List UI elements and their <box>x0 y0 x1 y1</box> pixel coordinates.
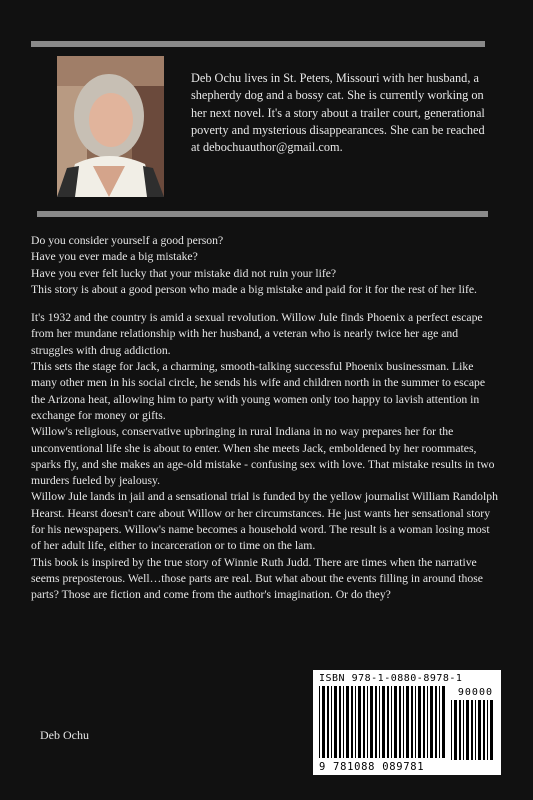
isbn-label: ISBN 978-1-0880-8978-1 <box>319 673 463 684</box>
barcode-bars-addon <box>451 700 495 760</box>
blurb-paragraph: It's 1932 and the country is amid a sexual revolution. Willow Jule finds Phoenix a perfect escape from her mundane relationship with her husband, a veteran who is nearly twice her age and struggles with drug addiction. <box>31 311 483 357</box>
isbn-barcode <box>313 670 501 775</box>
question-line: This story is about a good person who made a big mistake and paid for it for the rest of her life. <box>31 282 477 296</box>
question-line: Do you consider yourself a good person? <box>31 234 224 247</box>
blurb-paragraph: Willow's religious, conservative upbringing in rural Indiana in no way prepares her for the unconventional life she is about to enter. When she meets Jack, emboldened by her roommates, sparks fly, and she makes an age-old mistake - confusing sex with love. That mistake results in two murders fueled by jealousy. <box>31 425 495 488</box>
author-bio: Deb Ochu lives in St. Peters, Missouri with her husband, a shepherdy dog and a bossy cat. She is currently working on her next novel. It's a story about a trailer court, generational poverty and mysterious disappearances. She can be reached at debochuauthor@gmail.com. <box>191 71 485 155</box>
top-divider <box>31 41 485 47</box>
question-line: Have you ever made a big mistake? <box>31 250 198 264</box>
barcode-digits: 9 781088 089781 <box>319 761 425 773</box>
author-name: Deb Ochu <box>40 728 89 742</box>
blurb-paragraph: Willow Jule lands in jail and a sensational trial is funded by the yellow journalist William Randolph Hearst. Hearst doesn't care about Willow or her circumstances. He just wants her sensational story for his newspapers. Willow's name becomes a household word. The result is a woman losing most of her adult life, either to incarceration or to time on the lam. <box>31 490 498 553</box>
book-blurb <box>31 233 501 604</box>
price-code: 90000 <box>457 687 493 698</box>
barcode-bars-main <box>319 686 445 758</box>
blurb-paragraph: This sets the stage for Jack, a charming, smooth-talking successful Phoenix businessman. Like many other men in his social circle, he sends his wife and children north in the summer to escape the Arizona heat, allowing him to party with young women only too happy to lavish attention in exchange for money or gifts. <box>31 360 486 422</box>
question-line: Have you ever felt lucky that your mistake did not ruin your life? <box>31 266 337 280</box>
middle-divider <box>37 211 488 217</box>
author-portrait-image <box>57 56 164 197</box>
blurb-paragraph: This book is inspired by the true story of Winnie Ruth Judd. There are times when the narrative seems preposterous. Well…those parts are real. But what about the events filling in around those parts? Those are fiction and come from the author's imagination. Or do they? <box>31 555 483 602</box>
author-photo <box>57 56 164 197</box>
